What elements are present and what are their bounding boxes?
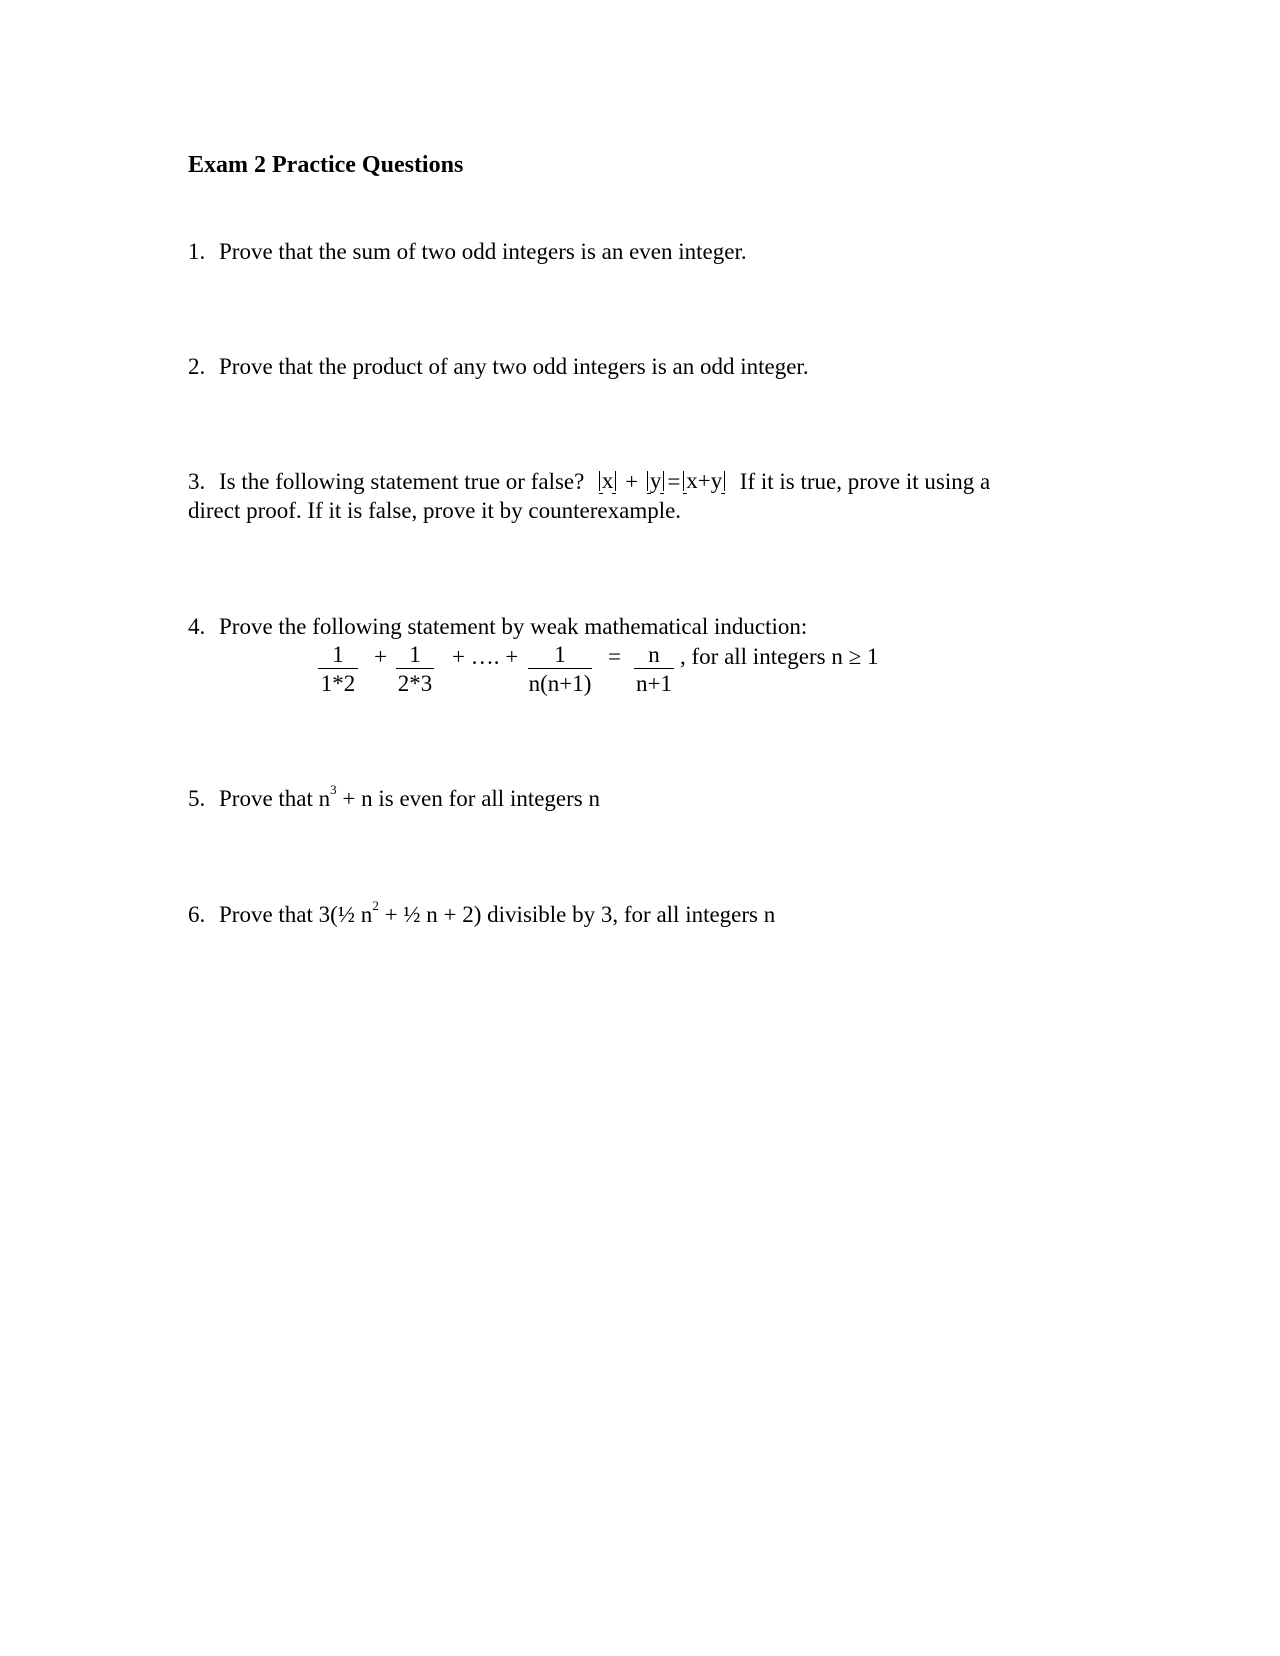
question-tail: If it is true, prove it using a <box>739 469 991 494</box>
page-title: Exam 2 Practice Questions <box>188 152 464 178</box>
floor-xy-expression: x+y <box>683 471 725 491</box>
question-number: 2. <box>188 354 206 379</box>
question-lead: Is the following statement true or false? <box>219 469 585 494</box>
floor-x-expression: x <box>599 471 617 491</box>
question-number: 6. <box>188 902 206 927</box>
denominator: 1*2 <box>320 671 356 696</box>
question-text-pre: Prove that n <box>219 786 331 811</box>
question-5 <box>188 784 1088 813</box>
induction-formula <box>316 642 1016 702</box>
question-text: Prove that the sum of two odd integers is an even integer. <box>219 239 747 264</box>
numerator: 1 <box>528 642 592 669</box>
question-6 <box>188 900 1088 929</box>
equals-sign: = <box>667 469 681 494</box>
denominator: n+1 <box>636 671 672 696</box>
question-number: 1. <box>188 239 206 264</box>
denominator: n(n+1) <box>528 671 592 696</box>
question-text: Prove that the product of any two odd integers is an odd integer. <box>219 354 809 379</box>
denominator: 2*3 <box>397 671 433 696</box>
question-text-pre: Prove that 3(½ n <box>219 902 373 927</box>
numerator: n <box>634 642 674 669</box>
fraction-term-2 <box>396 642 434 698</box>
question-number: 3. <box>188 469 206 494</box>
floor-y-expression: y <box>647 471 665 491</box>
question-1 <box>188 237 1088 266</box>
numerator: 1 <box>396 642 434 669</box>
fraction-rhs <box>634 642 674 698</box>
question-number: 4. <box>188 614 206 639</box>
question-text-post: + ½ n + 2) divisible by 3, for all integers n <box>378 902 776 927</box>
equals-operator: = <box>608 644 621 669</box>
question-text: Prove the following statement by weak mathematical induction: <box>219 614 808 639</box>
question-3-line-2: direct proof. If it is false, prove it by counterexample. <box>188 498 682 523</box>
question-3 <box>188 467 1088 525</box>
exponent: 3 <box>330 782 337 798</box>
question-text-post: + n is even for all integers n <box>336 786 600 811</box>
exponent: 2 <box>372 898 379 914</box>
formula-condition: , for all integers n ≥ 1 <box>680 644 879 669</box>
ellipsis-operator: + …. + <box>452 644 519 669</box>
numerator: 1 <box>318 642 358 669</box>
question-number: 5. <box>188 786 206 811</box>
fraction-term-n <box>528 642 592 698</box>
plus-sign: + <box>625 469 639 494</box>
question-2 <box>188 352 1088 381</box>
plus-operator: + <box>374 644 387 669</box>
question-3-line-1 <box>188 467 1088 496</box>
fraction-term-1 <box>318 642 358 698</box>
question-4 <box>188 612 1088 641</box>
